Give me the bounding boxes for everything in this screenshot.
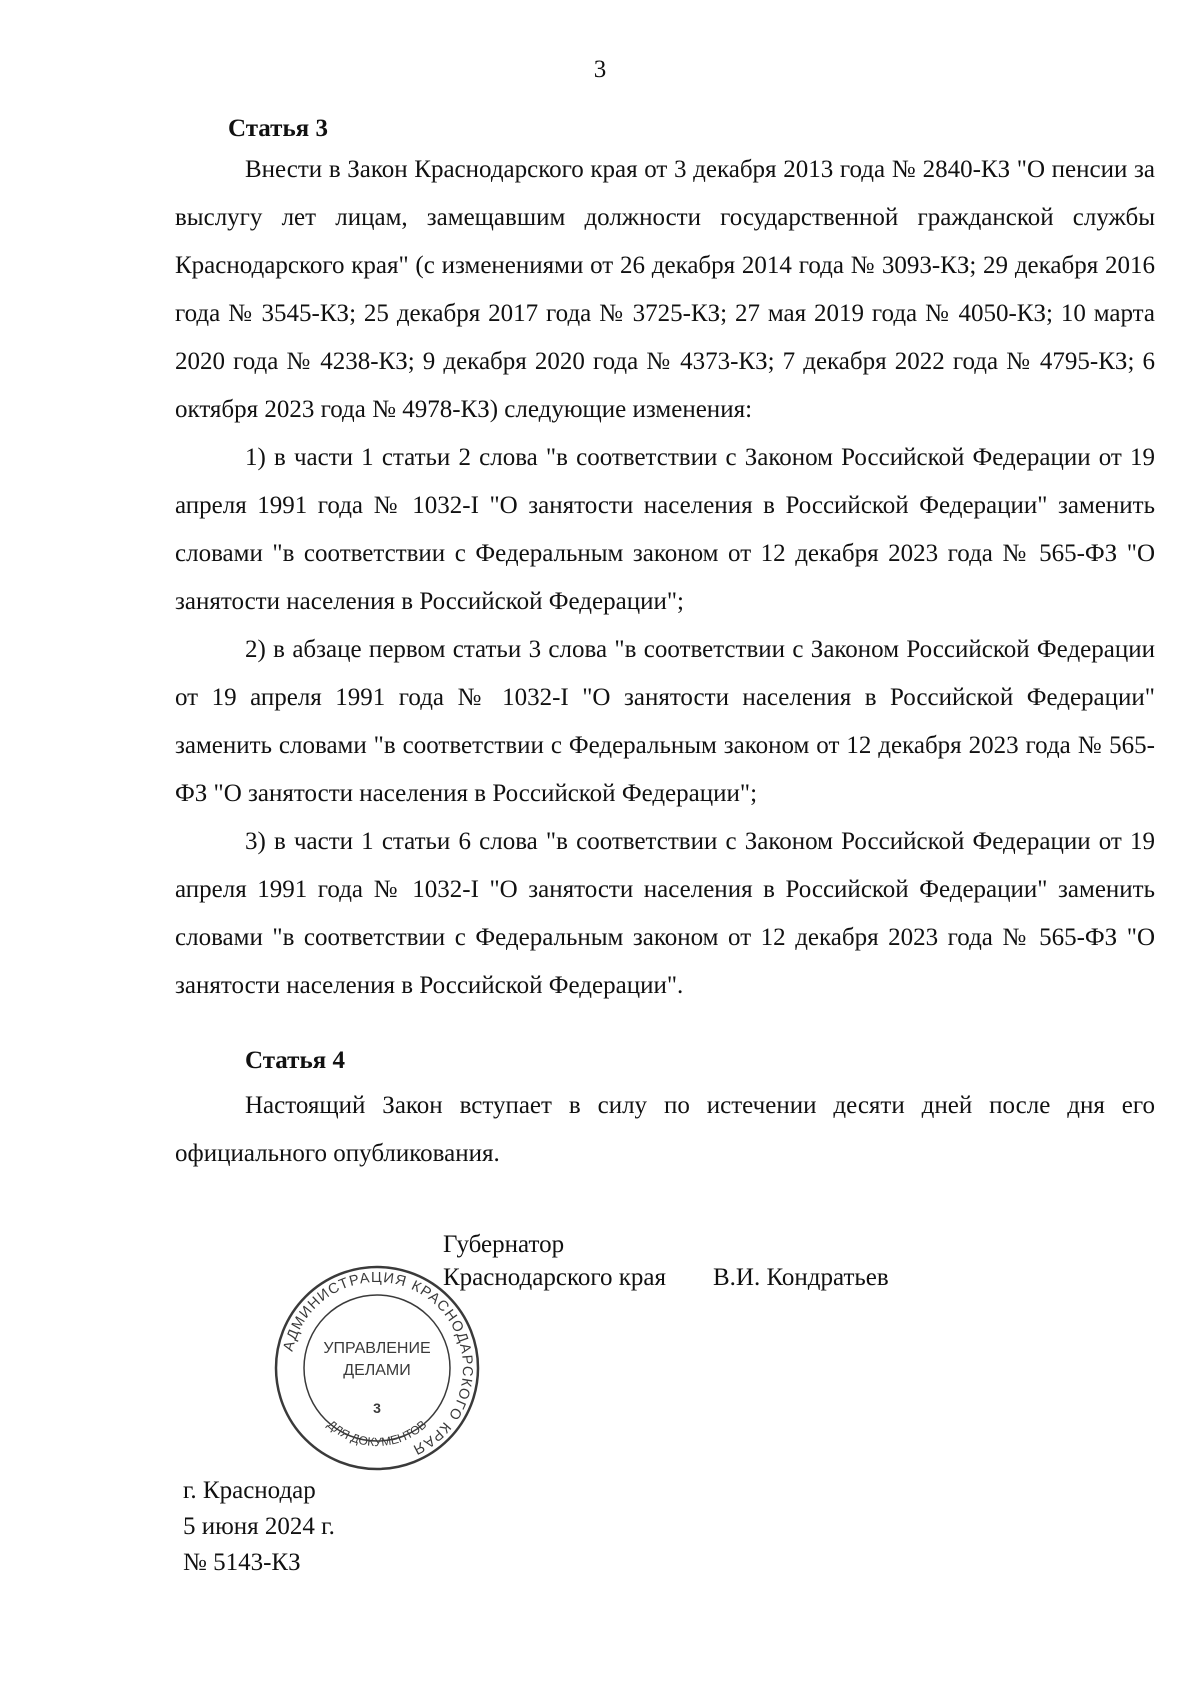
governor-title-line-2: Краснодарского края bbox=[443, 1264, 666, 1291]
governor-name: В.И. Кондратьев bbox=[713, 1264, 889, 1291]
article-3-intro: Внести в Закон Краснодарского края от 3 декабря 2013 года № 2840-КЗ "О пенсии за выслугу лет лицам, замещавшим должности государственной гражданской службы Краснодарского края" (с изменениями от 26 декабря 2014 года № 3093-КЗ; 29 декабря 2016 года № 3545-КЗ; 25 декабря 2017 года № 3725-КЗ; 27 мая 2019 года № 4050-КЗ; 10 марта 2020 года № 4238-КЗ; 9 декабря 2020 года № 4373-КЗ; 7 декабря 2022 года № 4795-КЗ; 6 октября 2023 года № 4978-КЗ) следующие изменения: bbox=[175, 156, 1155, 423]
stamp-inner-line-2: ДЕЛАМИ bbox=[343, 1362, 411, 1379]
official-stamp bbox=[272, 1263, 482, 1473]
stamp-outer-text: АДМИНИСТРАЦИЯ КРАСНОДАРСКОГО КРАЯ bbox=[280, 1269, 476, 1458]
footer-date: 5 июня 2024 г. bbox=[183, 1513, 335, 1540]
page-number: 3 bbox=[593, 56, 607, 83]
article-4-body bbox=[175, 1082, 1155, 1178]
article-3-body bbox=[175, 146, 1155, 1010]
governor-title-line-1: Губернатор bbox=[443, 1231, 565, 1258]
article-3-title: Статья 3 bbox=[228, 115, 328, 142]
stamp-inner-line-1: УПРАВЛЕНИЕ bbox=[323, 1340, 431, 1357]
article-3-item-2: 2) в абзаце первом статьи 3 слова "в соответствии с Законом Российской Федерации от 19 апреля 1991 года № 1032-I "О занятости населения в Российской Федерации" заменить словами "в соответствии с Федеральным законом от 12 декабря 2023 года № 565-ФЗ "О занятости населения в Российской Федерации"; bbox=[175, 636, 1155, 807]
document-footer bbox=[183, 1473, 335, 1581]
article-3-item-1: 1) в части 1 статьи 2 слова "в соответствии с Законом Российской Федерации от 19 апреля 1991 года № 1032-I "О занятости населения в Российской Федерации" заменить словами "в соответствии с Федеральным законом от 12 декабря 2023 года № 565-ФЗ "О занятости населения в Российской Федерации"; bbox=[175, 444, 1155, 615]
footer-city: г. Краснодар bbox=[183, 1477, 316, 1504]
footer-number: № 5143-КЗ bbox=[183, 1549, 301, 1576]
article-4-text: Настоящий Закон вступает в силу по истечении десяти дней после дня его официального опубликования. bbox=[175, 1092, 1155, 1167]
article-3-item-3: 3) в части 1 статьи 6 слова "в соответствии с Законом Российской Федерации от 19 апреля 1991 года № 1032-I "О занятости населения в Российской Федерации" заменить словами "в соответствии с Федеральным законом от 12 декабря 2023 года № 565-ФЗ "О занятости населения в Российской Федерации". bbox=[175, 828, 1155, 999]
stamp-number: 3 bbox=[373, 1400, 381, 1416]
article-4-title: Статья 4 bbox=[245, 1047, 345, 1074]
stamp-bottom-text: ДЛЯ ДОКУМЕНТОВ bbox=[324, 1417, 430, 1450]
